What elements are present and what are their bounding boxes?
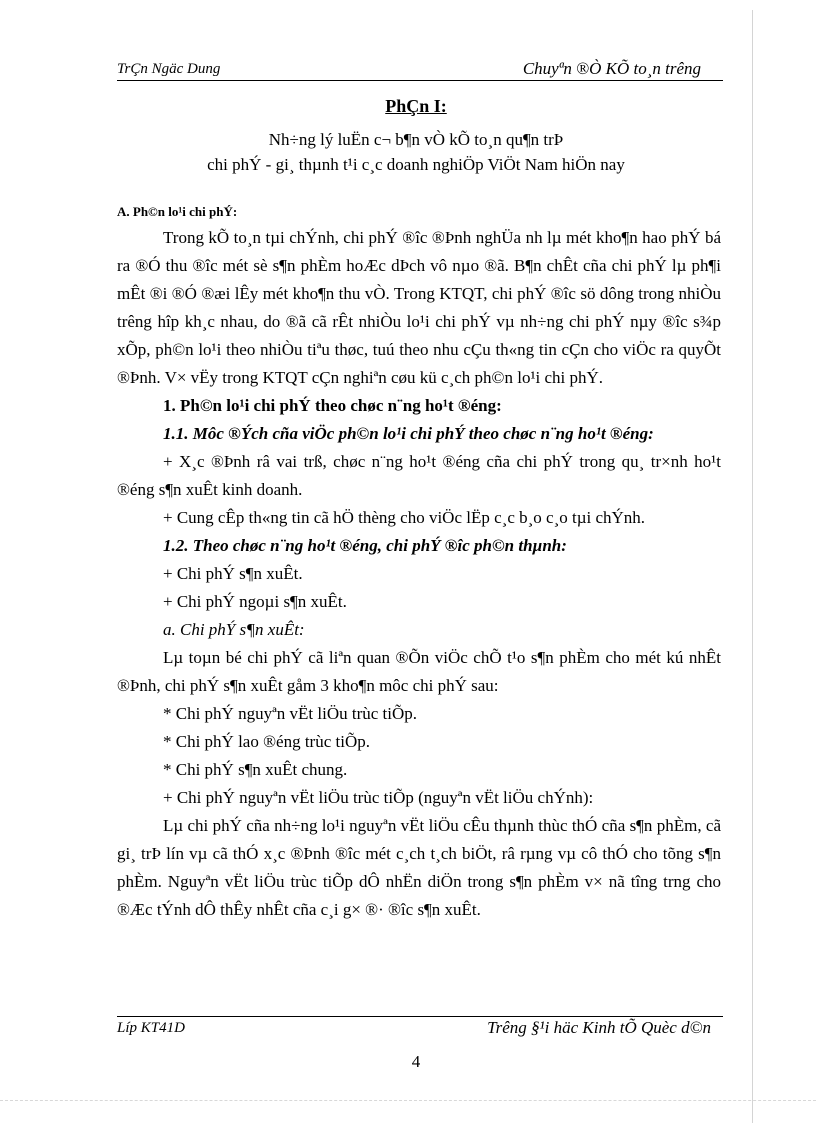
list-item: * Chi phÝ lao ®éng trùc tiÕp. — [163, 732, 370, 751]
paragraph: Lµ toµn bé chi phÝ cã liªn quan ®Õn viÖc chÕ t¹o s¶n phÈm cho mét kú nhÊt ®Þnh, chi phÝ s¶n xuÊt gåm 3 kho¶n môc chi phÝ sau: — [117, 648, 721, 695]
heading-1-1: 1.1. Môc ®Ých cña viÖc ph©n lo¹i chi phÝ theo chøc n¨ng ho¹t ®éng: — [163, 424, 654, 443]
footer-class: Líp KT41D — [117, 1020, 185, 1036]
paragraph: + X¸c ®Þnh râ vai trß, chøc n¨ng ho¹t ®éng cña chi phÝ trong qu¸ tr×nh ho¹t ®éng s¶n xuÊt kinh doanh. — [117, 452, 721, 499]
list-item: + Chi phÝ ngoµi s¶n xuÊt. — [163, 592, 347, 611]
paragraph: + Cung cÊp th«ng tin cã hÖ thèng cho viÖc lËp c¸c b¸o c¸o tµi chÝnh. — [163, 508, 646, 527]
list-item: * Chi phÝ s¶n xuÊt chung. — [163, 760, 348, 779]
header-topic: Chuyªn ®Ò KÕ to¸n trêng — [522, 59, 701, 78]
list-item: * Chi phÝ nguyªn vËt liÖu trùc tiÕp. — [163, 704, 418, 723]
document-body — [117, 224, 721, 924]
footer-university: Trêng §¹i häc Kinh tÕ Quèc d©n — [487, 1018, 711, 1037]
subtitle-line-1: Nh÷ng lý luËn c¬ b¶n vÒ kÕ to¸n qu¶n trÞ — [268, 130, 564, 149]
paragraph: Lµ chi phÝ cña nh÷ng lo¹i nguyªn vËt liÖu cÊu thµnh thùc thÓ cña s¶n phÈm, cã gi¸ trÞ lín vµ cã thÓ x¸c ®Þnh ®îc mét c¸ch t¸ch biÖt, râ rµng vµ cô thÓ cho tõng s¶n phÈm. Nguyªn vËt liÖu trùc tiÕp dÔ nhËn diÖn trong s¶n phÈm v× nã tîng trng cho ®Æc tÝnh dÔ thÊy nhÊt cña c¸i g× ®· ®îc s¶n xuÊt. — [117, 816, 721, 919]
heading-1: 1. Ph©n lo¹i chi phÝ theo chøc n¨ng ho¹t ®éng: — [163, 396, 502, 415]
header-author: TrÇn Ngäc Dung — [117, 61, 221, 77]
page-number: 4 — [411, 1052, 421, 1071]
page-header — [117, 58, 723, 81]
subheading-a: a. Chi phÝ s¶n xuÊt: — [163, 620, 305, 639]
page-edge-bottom — [0, 1100, 816, 1102]
subtitle-line-2: chi phÝ - gi¸ thµnh t¹i c¸c doanh nghiÖp ViÖt Nam hiÖn nay — [207, 155, 625, 174]
list-item: + Chi phÝ nguyªn vËt liÖu trùc tiÕp (nguyªn vËt liÖu chÝnh): — [163, 788, 594, 807]
section-heading-a: A. Ph©n lo¹i chi phÝ: — [117, 204, 238, 219]
page-footer — [117, 1016, 723, 1041]
page-edge-right — [752, 10, 753, 1123]
heading-1-2: 1.2. Theo chøc n¨ng ho¹t ®éng, chi phÝ ®îc ph©n thµnh: — [163, 536, 567, 555]
paragraph: Trong kÕ to¸n tµi chÝnh, chi phÝ ®îc ®Þnh nghÜa nh lµ mét kho¶n hao phÝ bá ra ®Ó thu ®îc mét sè s¶n phÈm hoÆc dÞch vô nµo ®ã. B¶n chÊt cña chi phÝ lµ ph¶i mÊt ®i ®Ó ®æi lÊy mét kho¶n thu vÒ. Trong KTQT, chi phÝ ®îc sö dông trong nhiÒu trêng hîp kh¸c nhau, do ®ã cã rÊt nhiÒu lo¹i chi phÝ vµ nh÷ng chi phÝ nµy ®îc s¾p xÕp, ph©n lo¹i theo nhiÒu tiªu thøc, tuú theo nhu cÇu th«ng tin cÇn cho viÖc ra quyÕt ®Þnh. V× vËy trong KTQT cÇn nghiªn cøu kü c¸ch ph©n lo¹i chi phÝ. — [117, 228, 721, 387]
list-item: + Chi phÝ s¶n xuÊt. — [163, 564, 303, 583]
part-title: PhÇn I: — [385, 96, 447, 116]
